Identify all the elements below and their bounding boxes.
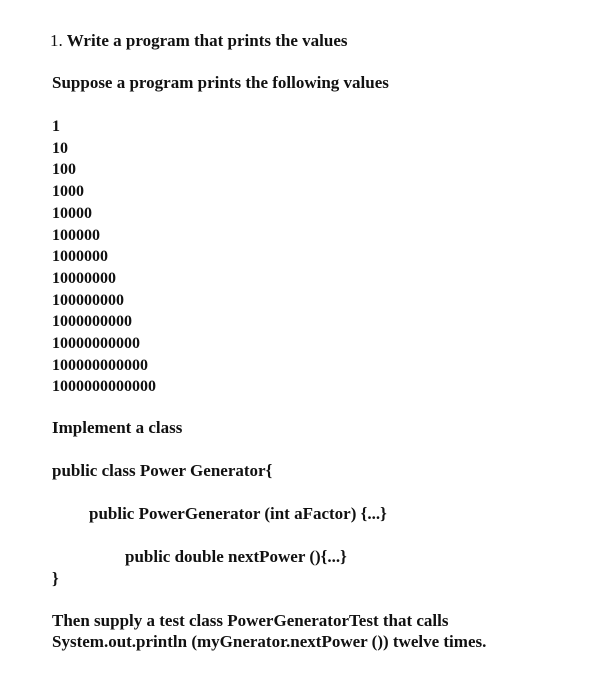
question-number: 1. [50,31,63,50]
closing-brace: } [52,569,59,588]
constructor-signature: public PowerGenerator (int aFactor) {...} [89,504,387,523]
value-item: 1 [52,118,60,135]
values-list [52,116,156,398]
value-item: 100000000 [52,291,124,309]
method-signature: public double nextPower (){...} [125,547,347,566]
instructions-line-1: Then supply a test class PowerGeneratorTest that calls [52,611,449,630]
value-item: 1000000 [52,248,108,266]
value-item: 100000000000 [52,356,148,374]
value-item: 1000 [52,183,84,201]
value-item: 100 [52,161,76,179]
intro-text: Suppose a program prints the following values [52,73,389,92]
question-heading [50,31,348,51]
value-item: 10000000 [52,269,116,287]
value-item: 10000000000 [52,335,140,353]
class-declaration: public class Power Generator{ [52,461,273,480]
implement-text: Implement a class [52,418,183,437]
value-item: 100000 [52,226,100,244]
value-item: 1000000000000 [52,378,156,396]
question-title: Write a program that prints the values [66,31,348,50]
instructions-line-2: System.out.println (myGnerator.nextPower ()) twelve times. [52,632,487,651]
value-item: 10000 [52,204,92,222]
value-item: 1000000000 [52,313,132,331]
value-item: 10 [52,139,68,157]
